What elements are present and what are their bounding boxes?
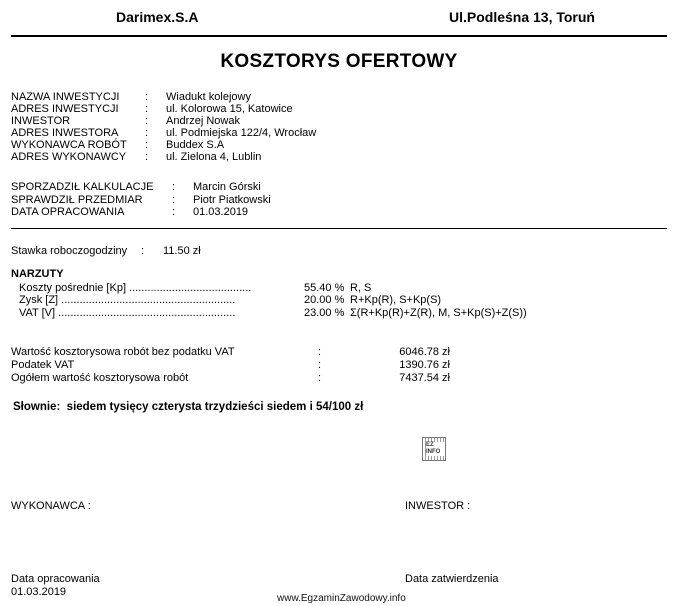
- investor-value: Andrzej Nowak: [166, 115, 240, 127]
- surcharge-percent: 23.00 %: [304, 307, 345, 319]
- amount-in-words: [13, 401, 363, 413]
- investor-address-value: ul. Podmiejska 122/4, Wrocław: [166, 127, 317, 139]
- watermark-link[interactable]: www.EgzaminZawodowy.info: [277, 593, 406, 604]
- qr-code-text: EZ INFO: [426, 442, 445, 456]
- colon: :: [318, 372, 322, 384]
- date-prepared-label: Data opracowania: [11, 573, 100, 585]
- surcharge-percent: 55.40 %: [304, 282, 345, 294]
- hourly-rate-value: 11.50 zł: [163, 245, 201, 257]
- colon: :: [145, 127, 149, 139]
- prepared-by-value: Marcin Górski: [193, 181, 261, 193]
- contractor-value: Buddex S.A: [166, 139, 225, 151]
- net-total-value: 6046.78 zł: [399, 346, 450, 358]
- surcharge-label: Zysk [Z] .........................................................: [19, 294, 236, 306]
- contractor-label: WYKONAWCA ROBÓT: [11, 139, 127, 151]
- colon: :: [145, 103, 149, 115]
- company-name: Darimex.S.A: [116, 9, 199, 25]
- surcharges-heading: NARZUTY: [11, 268, 64, 280]
- investment-address-label: ADRES INWESTYCJI: [11, 103, 119, 115]
- section-divider: [11, 228, 667, 229]
- colon: :: [141, 245, 145, 257]
- investor-signature-label: INWESTOR :: [405, 500, 471, 512]
- surcharge-basis: R+Kp(R), S+Kp(S): [350, 294, 442, 306]
- vat-value: 1390.76 zł: [399, 359, 450, 371]
- colon: :: [172, 181, 176, 193]
- gross-total-value: 7437.54 zł: [399, 372, 450, 384]
- document-title: KOSZTORYS OFERTOWY: [220, 51, 458, 72]
- checked-by-value: Piotr Piatkowski: [193, 194, 271, 206]
- colon: :: [318, 359, 322, 371]
- company-address: Ul.Podleśna 13, Toruń: [449, 9, 595, 25]
- header-divider: [11, 35, 667, 37]
- prepared-by-label: SPORZADZIŁ KALKULACJE: [11, 181, 154, 193]
- colon: :: [145, 139, 149, 151]
- gross-total-label: Ogółem wartość kosztorysowa robót: [11, 372, 189, 384]
- surcharge-basis: Σ(R+Kp(R)+Z(R), M, S+Kp(S)+Z(S)): [350, 307, 527, 319]
- preparation-date-label: DATA OPRACOWANIA: [11, 206, 125, 218]
- contractor-signature-label: WYKONAWCA :: [11, 500, 91, 512]
- words-value: siedem tysięcy czterysta trzydzieści siedem i 54/100 zł: [66, 401, 364, 413]
- contractor-address-value: ul. Zielona 4, Lublin: [166, 151, 262, 163]
- colon: :: [172, 194, 176, 206]
- surcharge-label: VAT [V] ..........................................................: [19, 307, 236, 319]
- surcharge-basis: R, S: [350, 282, 372, 294]
- qr-code-icon: [422, 437, 446, 461]
- colon: :: [172, 206, 176, 218]
- hourly-rate-label: Stawka roboczogodziny: [11, 245, 128, 257]
- preparation-date-value: 01.03.2019: [193, 206, 249, 218]
- contractor-address-label: ADRES WYKONAWCY: [11, 151, 127, 163]
- colon: :: [145, 115, 149, 127]
- surcharge-percent: 20.00 %: [304, 294, 345, 306]
- investor-label: INWESTOR: [11, 115, 71, 127]
- checked-by-label: SPRAWDZIŁ PRZEDMIAR: [11, 194, 143, 206]
- investment-name-value: Wiadukt kolejowy: [166, 91, 251, 103]
- investor-address-label: ADRES INWESTORA: [11, 127, 119, 139]
- net-total-label: Wartość kosztorysowa robót bez podatku VAT: [11, 346, 235, 358]
- surcharge-label: Koszty pośrednie [Kp] ........................................: [19, 282, 252, 294]
- words-label: Słownie:: [13, 401, 61, 413]
- date-approved-label: Data zatwierdzenia: [405, 573, 499, 585]
- investment-name-label: NAZWA INWESTYCJI: [11, 91, 120, 103]
- investment-address-value: ul. Kolorowa 15, Katowice: [166, 103, 293, 115]
- colon: :: [145, 151, 149, 163]
- date-prepared-value: 01.03.2019: [11, 586, 67, 598]
- vat-label: Podatek VAT: [11, 359, 75, 371]
- colon: :: [145, 91, 149, 103]
- colon: :: [318, 346, 322, 358]
